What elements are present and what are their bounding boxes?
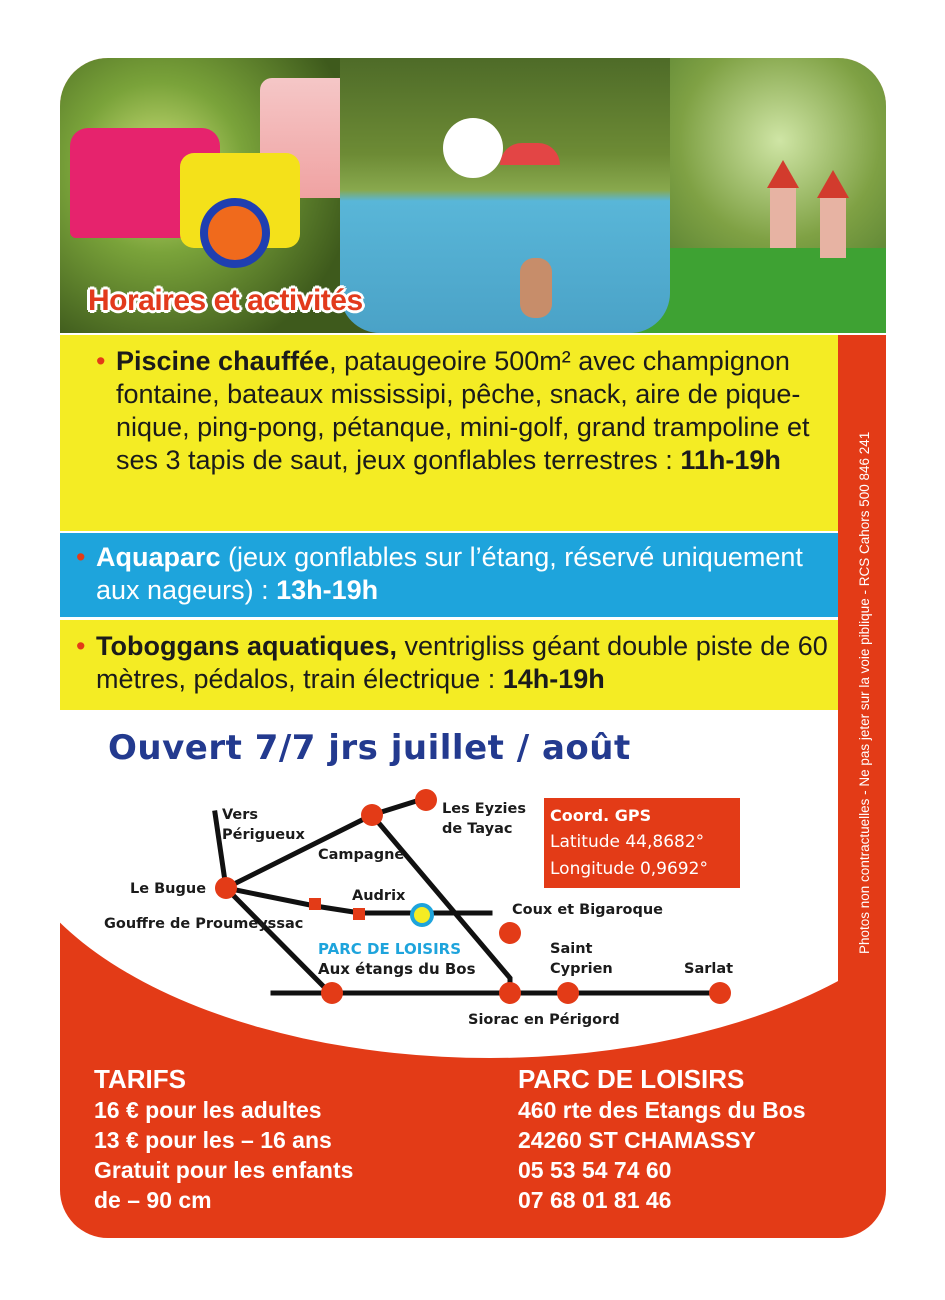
section-title: Horaires et activités [88, 284, 363, 317]
activity-name: Aquaparc [96, 542, 221, 572]
tower-shape [820, 198, 846, 258]
gps-title: Coord. GPS [550, 806, 652, 825]
tower-shape [770, 188, 796, 248]
bullet-icon: • [76, 542, 86, 572]
address-street: 460 rte des Etangs du Bos [518, 1097, 806, 1123]
town-dot [215, 877, 237, 899]
town-dot [415, 789, 437, 811]
flyer-card [60, 58, 886, 1238]
town-dot [709, 982, 731, 1004]
tarifs-block [94, 1063, 474, 1215]
map-label: Vers [222, 807, 259, 823]
photo-strip [60, 58, 886, 333]
opening-title: Ouvert 7/7 jrs juillet / août [108, 728, 631, 768]
tarif-line: Gratuit pour les enfants [94, 1157, 354, 1183]
map-label: Sarlat [684, 961, 734, 977]
roof-shape [817, 170, 849, 198]
bullet-icon: • [96, 346, 106, 376]
site-square [309, 898, 321, 910]
activity-description: , pataugeoire 500m² avec champignon fontaine, bateaux mississipi, pêche, snack, aire de pique-nique, ping-pong, pétanque, mini-golf, grand trampoline et ses 3 tapis de saut, jeux gonflables terrestres : [116, 346, 810, 475]
gps-latitude: Latitude 44,8682° [550, 832, 705, 852]
park-label: PARC DE LOISIRS [318, 940, 462, 958]
site-square [353, 908, 365, 920]
address-block [518, 1063, 878, 1215]
activity-hours: 13h-19h [276, 575, 379, 605]
phone-number: 05 53 54 74 60 [518, 1157, 672, 1183]
activity-hours: 11h-19h [680, 445, 781, 475]
wheel-shape [200, 198, 270, 268]
photo-pool [340, 58, 670, 333]
address-title: PARC DE LOISIRS [518, 1064, 745, 1094]
map-label: Coux et Bigaroque [512, 902, 663, 918]
town-dot [557, 982, 579, 1004]
roof-shape [767, 160, 799, 188]
phone-number: 07 68 01 81 46 [518, 1187, 672, 1213]
activity-piscine [60, 335, 838, 531]
swimmer-shape [520, 258, 552, 318]
tarif-line: 13 € pour les – 16 ans [94, 1127, 332, 1153]
town-dot [321, 982, 343, 1004]
map-label: Gouffre de Proumeyssac [104, 916, 304, 932]
activity-toboggans [60, 620, 838, 710]
activity-description: (jeux gonflables sur l’étang, réservé uniquement aux nageurs) : [96, 542, 803, 605]
activity-aquaparc [60, 533, 838, 617]
hang-hole [443, 118, 503, 178]
map-label: Le Bugue [130, 881, 207, 897]
tarif-line: 16 € pour les adultes [94, 1097, 322, 1123]
park-label: Aux étangs du Bos [318, 960, 476, 978]
legal-note: Photos non contractuelles - Ne pas jeter sur la voie piblique - RCS Cahors 500 846 241 [857, 431, 872, 955]
gps-longitude: Longitude 0,9692° [550, 859, 708, 879]
access-map [60, 788, 886, 1078]
town-dot [361, 804, 383, 826]
map-label: Saint [550, 941, 593, 957]
address-city: 24260 ST CHAMASSY [518, 1127, 756, 1153]
town-dot [499, 982, 521, 1004]
map-label: Siorac en Périgord [468, 1012, 620, 1028]
park-marker [412, 905, 432, 925]
tarif-line: de – 90 cm [94, 1187, 212, 1213]
activity-name: Toboggans aquatiques, [96, 631, 398, 661]
activity-name: Piscine chauffée [116, 346, 330, 376]
map-label: Audrix [352, 888, 406, 904]
map-label: Périgueux [222, 827, 305, 843]
activity-hours: 14h-19h [502, 664, 605, 694]
map-label: Cyprien [550, 961, 613, 977]
map-label: Campagne [318, 847, 405, 863]
map-label: de Tayac [442, 821, 513, 837]
tarifs-title: TARIFS [94, 1064, 186, 1094]
gps-box [544, 798, 740, 888]
map-label: Les Eyzies [442, 801, 526, 817]
town-dot [499, 922, 521, 944]
bullet-icon: • [76, 631, 86, 661]
activity-description: ventrigliss géant double piste de 60 mètres, pédalos, train électrique : [96, 631, 828, 694]
umbrella-shape [500, 143, 560, 165]
